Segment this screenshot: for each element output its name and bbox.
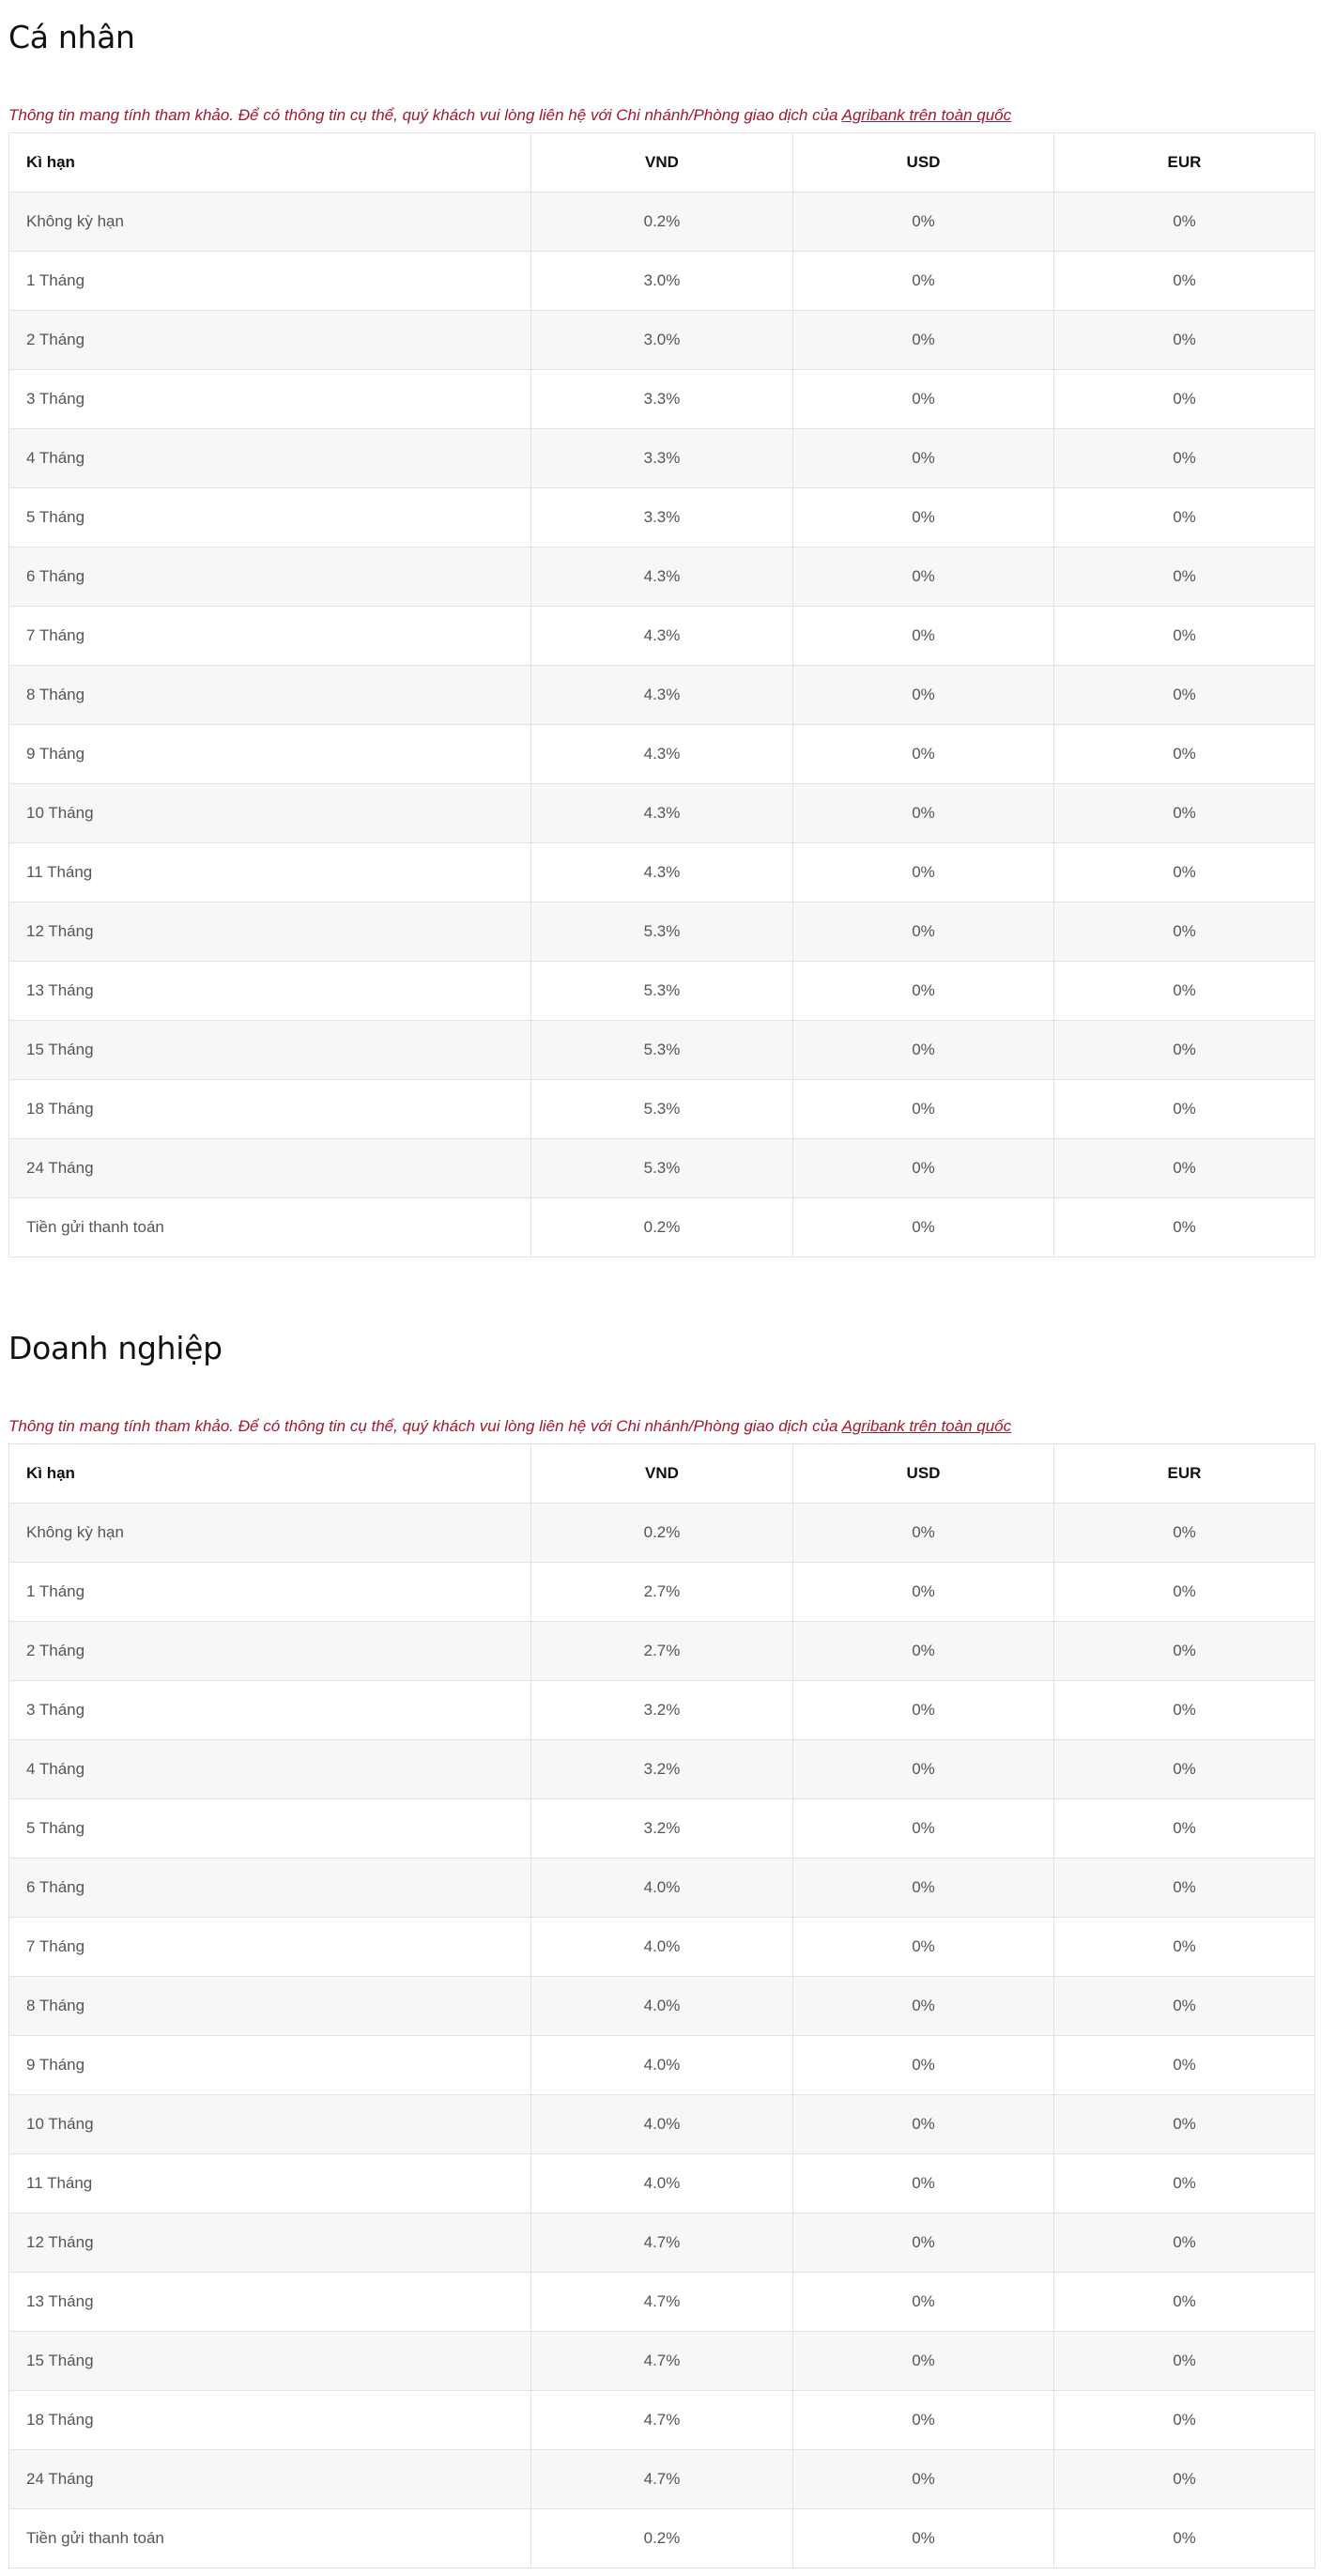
usd-rate-cell: 0% [793, 902, 1054, 962]
term-cell: 10 Tháng [9, 784, 531, 843]
usd-rate-cell: 0% [793, 193, 1054, 252]
section-title: Doanh nghiệp [8, 1330, 223, 1366]
usd-rate-cell: 0% [793, 1198, 1054, 1257]
table-row [9, 725, 1315, 784]
term-cell: 1 Tháng [9, 252, 531, 311]
term-cell: 12 Tháng [9, 902, 531, 962]
usd-rate-cell: 0% [793, 548, 1054, 607]
usd-rate-cell: 0% [793, 1918, 1054, 1977]
eur-rate-cell: 0% [1054, 1021, 1315, 1080]
eur-rate-cell: 0% [1054, 1799, 1315, 1859]
eur-rate-cell: 0% [1054, 902, 1315, 962]
header-term: Kì hạn [9, 1444, 531, 1504]
eur-rate-cell: 0% [1054, 370, 1315, 429]
eur-rate-cell: 0% [1054, 784, 1315, 843]
header-vnd: VND [531, 133, 793, 193]
usd-rate-cell: 0% [793, 2154, 1054, 2214]
header-eur: EUR [1054, 133, 1315, 193]
term-cell: 7 Tháng [9, 607, 531, 666]
term-cell: 2 Tháng [9, 1622, 531, 1681]
vnd-rate-cell: 4.3% [531, 607, 793, 666]
vnd-rate-cell: 0.2% [531, 193, 793, 252]
table-row [9, 1799, 1315, 1859]
usd-rate-cell: 0% [793, 1563, 1054, 1622]
usd-rate-cell: 0% [793, 1859, 1054, 1918]
vnd-rate-cell: 4.3% [531, 784, 793, 843]
usd-rate-cell: 0% [793, 2273, 1054, 2332]
usd-rate-cell: 0% [793, 1977, 1054, 2036]
usd-rate-cell: 0% [793, 607, 1054, 666]
eur-rate-cell: 0% [1054, 1681, 1315, 1740]
eur-rate-cell: 0% [1054, 666, 1315, 725]
term-cell: 3 Tháng [9, 370, 531, 429]
eur-rate-cell: 0% [1054, 962, 1315, 1021]
term-cell: 8 Tháng [9, 1977, 531, 2036]
term-cell: 24 Tháng [9, 1139, 531, 1198]
eur-rate-cell: 0% [1054, 725, 1315, 784]
usd-rate-cell: 0% [793, 843, 1054, 902]
table-row [9, 1563, 1315, 1622]
vnd-rate-cell: 4.7% [531, 2450, 793, 2509]
term-cell: 4 Tháng [9, 429, 531, 488]
table-row [9, 2154, 1315, 2214]
table-row [9, 2450, 1315, 2509]
eur-rate-cell: 0% [1054, 548, 1315, 607]
term-cell: 11 Tháng [9, 2154, 531, 2214]
table-row [9, 902, 1315, 962]
table-row [9, 1977, 1315, 2036]
usd-rate-cell: 0% [793, 2391, 1054, 2450]
usd-rate-cell: 0% [793, 311, 1054, 370]
table-row [9, 666, 1315, 725]
eur-rate-cell: 0% [1054, 488, 1315, 548]
rates-table [8, 132, 1315, 1257]
table-row [9, 1918, 1315, 1977]
eur-rate-cell: 0% [1054, 1622, 1315, 1681]
table-row [9, 2095, 1315, 2154]
vnd-rate-cell: 0.2% [531, 2509, 793, 2568]
table-row [9, 2214, 1315, 2273]
table-row [9, 1198, 1315, 1257]
vnd-rate-cell: 3.2% [531, 1681, 793, 1740]
usd-rate-cell: 0% [793, 2450, 1054, 2509]
term-cell: 10 Tháng [9, 2095, 531, 2154]
header-vnd: VND [531, 1444, 793, 1504]
usd-rate-cell: 0% [793, 725, 1054, 784]
table-row [9, 370, 1315, 429]
eur-rate-cell: 0% [1054, 1198, 1315, 1257]
eur-rate-cell: 0% [1054, 2273, 1315, 2332]
vnd-rate-cell: 4.7% [531, 2273, 793, 2332]
eur-rate-cell: 0% [1054, 2509, 1315, 2568]
term-cell: 4 Tháng [9, 1740, 531, 1799]
section-title: Cá nhân [8, 19, 135, 55]
vnd-rate-cell: 4.0% [531, 1918, 793, 1977]
table-header-row [9, 1444, 1315, 1504]
vnd-rate-cell: 4.0% [531, 1977, 793, 2036]
header-usd: USD [793, 133, 1054, 193]
vnd-rate-cell: 3.0% [531, 311, 793, 370]
eur-rate-cell: 0% [1054, 2391, 1315, 2450]
individual-rates-section [8, 0, 1314, 1257]
eur-rate-cell: 0% [1054, 2036, 1315, 2095]
term-cell: 13 Tháng [9, 962, 531, 1021]
agribank-branches-link[interactable]: Agribank trên toàn quốc [841, 106, 1012, 124]
eur-rate-cell: 0% [1054, 2450, 1315, 2509]
header-eur: EUR [1054, 1444, 1315, 1504]
usd-rate-cell: 0% [793, 1799, 1054, 1859]
table-header-row [9, 133, 1315, 193]
table-row [9, 962, 1315, 1021]
usd-rate-cell: 0% [793, 370, 1054, 429]
table-row [9, 843, 1315, 902]
vnd-rate-cell: 3.3% [531, 429, 793, 488]
vnd-rate-cell: 4.3% [531, 548, 793, 607]
vnd-rate-cell: 4.3% [531, 843, 793, 902]
vnd-rate-cell: 3.2% [531, 1740, 793, 1799]
agribank-branches-link[interactable]: Agribank trên toàn quốc [841, 1417, 1012, 1435]
eur-rate-cell: 0% [1054, 607, 1315, 666]
eur-rate-cell: 0% [1054, 311, 1315, 370]
term-cell: 12 Tháng [9, 2214, 531, 2273]
vnd-rate-cell: 4.0% [531, 2154, 793, 2214]
disclaimer-text: Thông tin mang tính tham khảo. Để có thông tin cụ thể, quý khách vui lòng liên hệ với Chi nhánh/Phòng giao dịch của [8, 106, 842, 124]
term-cell: 9 Tháng [9, 725, 531, 784]
term-cell: 2 Tháng [9, 311, 531, 370]
term-cell: 15 Tháng [9, 2332, 531, 2391]
vnd-rate-cell: 4.0% [531, 2036, 793, 2095]
usd-rate-cell: 0% [793, 2036, 1054, 2095]
eur-rate-cell: 0% [1054, 843, 1315, 902]
vnd-rate-cell: 4.7% [531, 2214, 793, 2273]
vnd-rate-cell: 4.3% [531, 725, 793, 784]
usd-rate-cell: 0% [793, 1740, 1054, 1799]
table-row [9, 2036, 1315, 2095]
usd-rate-cell: 0% [793, 429, 1054, 488]
vnd-rate-cell: 4.0% [531, 1859, 793, 1918]
term-cell: 7 Tháng [9, 1918, 531, 1977]
vnd-rate-cell: 5.3% [531, 962, 793, 1021]
disclaimer-text: Thông tin mang tính tham khảo. Để có thông tin cụ thể, quý khách vui lòng liên hệ với Chi nhánh/Phòng giao dịch của [8, 1417, 842, 1435]
eur-rate-cell: 0% [1054, 1740, 1315, 1799]
vnd-rate-cell: 3.2% [531, 1799, 793, 1859]
usd-rate-cell: 0% [793, 252, 1054, 311]
eur-rate-cell: 0% [1054, 2332, 1315, 2391]
term-cell: Không kỳ hạn [9, 1504, 531, 1563]
usd-rate-cell: 0% [793, 2332, 1054, 2391]
vnd-rate-cell: 4.0% [531, 2095, 793, 2154]
vnd-rate-cell: 0.2% [531, 1198, 793, 1257]
table-row [9, 1622, 1315, 1681]
vnd-rate-cell: 5.3% [531, 1021, 793, 1080]
eur-rate-cell: 0% [1054, 1918, 1315, 1977]
table-row [9, 1021, 1315, 1080]
eur-rate-cell: 0% [1054, 1504, 1315, 1563]
table-row [9, 2332, 1315, 2391]
eur-rate-cell: 0% [1054, 1139, 1315, 1198]
table-row [9, 1080, 1315, 1139]
term-cell: 8 Tháng [9, 666, 531, 725]
header-usd: USD [793, 1444, 1054, 1504]
table-row [9, 1681, 1315, 1740]
eur-rate-cell: 0% [1054, 2154, 1315, 2214]
table-row [9, 311, 1315, 370]
usd-rate-cell: 0% [793, 1139, 1054, 1198]
usd-rate-cell: 0% [793, 2509, 1054, 2568]
term-cell: Tiền gửi thanh toán [9, 2509, 531, 2568]
table-row [9, 1859, 1315, 1918]
vnd-rate-cell: 4.3% [531, 666, 793, 725]
eur-rate-cell: 0% [1054, 2095, 1315, 2154]
term-cell: Không kỳ hạn [9, 193, 531, 252]
eur-rate-cell: 0% [1054, 1977, 1315, 2036]
eur-rate-cell: 0% [1054, 1563, 1315, 1622]
table-row [9, 488, 1315, 548]
table-row [9, 2509, 1315, 2568]
eur-rate-cell: 0% [1054, 429, 1315, 488]
table-row [9, 1139, 1315, 1198]
eur-rate-cell: 0% [1054, 1080, 1315, 1139]
term-cell: 6 Tháng [9, 548, 531, 607]
usd-rate-cell: 0% [793, 2095, 1054, 2154]
usd-rate-cell: 0% [793, 2214, 1054, 2273]
term-cell: 24 Tháng [9, 2450, 531, 2509]
table-row [9, 607, 1315, 666]
term-cell: 6 Tháng [9, 1859, 531, 1918]
vnd-rate-cell: 5.3% [531, 1139, 793, 1198]
term-cell: 13 Tháng [9, 2273, 531, 2332]
table-row [9, 784, 1315, 843]
usd-rate-cell: 0% [793, 1504, 1054, 1563]
term-cell: 18 Tháng [9, 1080, 531, 1139]
table-row [9, 1504, 1315, 1563]
usd-rate-cell: 0% [793, 1021, 1054, 1080]
usd-rate-cell: 0% [793, 962, 1054, 1021]
eur-rate-cell: 0% [1054, 193, 1315, 252]
vnd-rate-cell: 3.3% [531, 370, 793, 429]
disclaimer-note [8, 1416, 1314, 1436]
usd-rate-cell: 0% [793, 488, 1054, 548]
vnd-rate-cell: 0.2% [531, 1504, 793, 1563]
header-term: Kì hạn [9, 133, 531, 193]
term-cell: 15 Tháng [9, 1021, 531, 1080]
business-rates-section [8, 1311, 1314, 2568]
table-row [9, 548, 1315, 607]
vnd-rate-cell: 4.7% [531, 2391, 793, 2450]
eur-rate-cell: 0% [1054, 252, 1315, 311]
usd-rate-cell: 0% [793, 1681, 1054, 1740]
eur-rate-cell: 0% [1054, 2214, 1315, 2273]
usd-rate-cell: 0% [793, 666, 1054, 725]
table-row [9, 193, 1315, 252]
usd-rate-cell: 0% [793, 1080, 1054, 1139]
term-cell: 3 Tháng [9, 1681, 531, 1740]
term-cell: 18 Tháng [9, 2391, 531, 2450]
vnd-rate-cell: 5.3% [531, 902, 793, 962]
table-row [9, 429, 1315, 488]
term-cell: 5 Tháng [9, 1799, 531, 1859]
vnd-rate-cell: 3.0% [531, 252, 793, 311]
table-row [9, 2273, 1315, 2332]
vnd-rate-cell: 3.3% [531, 488, 793, 548]
vnd-rate-cell: 2.7% [531, 1622, 793, 1681]
vnd-rate-cell: 2.7% [531, 1563, 793, 1622]
vnd-rate-cell: 5.3% [531, 1080, 793, 1139]
table-row [9, 252, 1315, 311]
usd-rate-cell: 0% [793, 1622, 1054, 1681]
disclaimer-note [8, 105, 1314, 125]
term-cell: 9 Tháng [9, 2036, 531, 2095]
table-row [9, 2391, 1315, 2450]
table-row [9, 1740, 1315, 1799]
eur-rate-cell: 0% [1054, 1859, 1315, 1918]
term-cell: 1 Tháng [9, 1563, 531, 1622]
term-cell: Tiền gửi thanh toán [9, 1198, 531, 1257]
vnd-rate-cell: 4.7% [531, 2332, 793, 2391]
term-cell: 11 Tháng [9, 843, 531, 902]
term-cell: 5 Tháng [9, 488, 531, 548]
rates-table [8, 1443, 1315, 2568]
usd-rate-cell: 0% [793, 784, 1054, 843]
